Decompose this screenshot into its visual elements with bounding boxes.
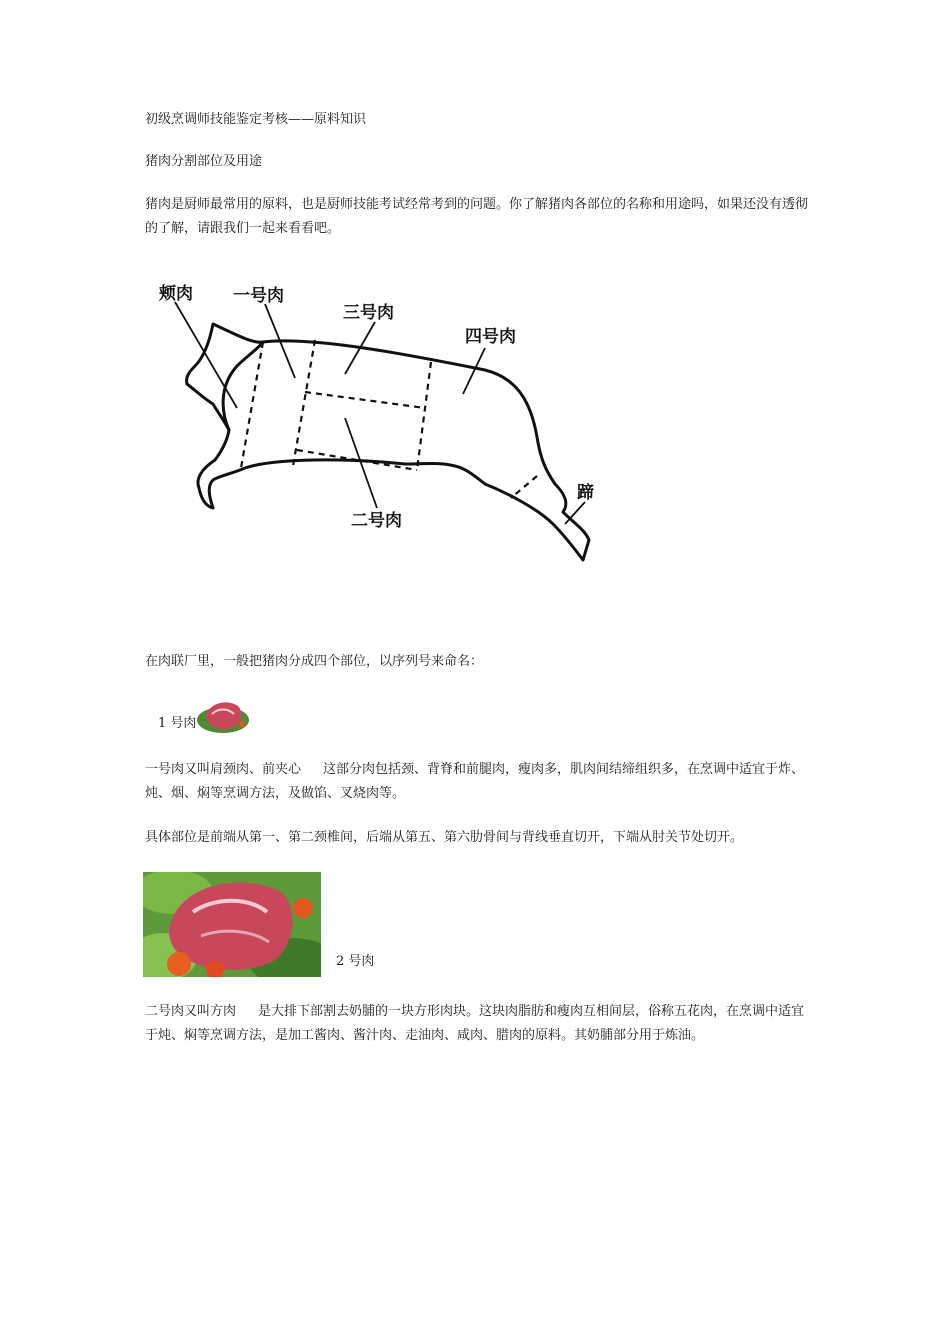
label-sihao: 四号肉 (465, 327, 516, 347)
section1-heading: 1 号肉 (158, 716, 197, 731)
label-erhao: 二号肉 (351, 511, 402, 531)
section2-heading: 2 号肉 (336, 954, 375, 969)
label-jiarou: 颊肉 (159, 284, 193, 304)
naming-intro: 在肉联厂里，一般把猪肉分成四个部位，以序列号来命名： (145, 654, 484, 669)
section1-desc-body: 这部分肉包括颈、背脊和前腿肉，瘦肉多，肌肉间结缔组织多，在烹调中适宜于炸、炖、烟、焖等烹调方法，及做馅、叉烧肉等。 (145, 762, 805, 801)
section1-desc-name: 一号肉又叫肩颈肉、前夹心 (145, 762, 302, 777)
pork-shoulder-photo (143, 872, 321, 977)
page-title: 初级烹调师技能鉴定考核——原料知识 (145, 112, 367, 127)
label-yihao: 一号肉 (233, 286, 284, 306)
section1-description (145, 758, 815, 806)
pork-thumbnail-image (196, 694, 250, 734)
cut-lines (241, 340, 537, 498)
section2-desc-name: 二号肉又叫方肉 (145, 1004, 237, 1019)
pig-outline-figure (145, 262, 615, 592)
pork-cuts-diagram (145, 262, 615, 592)
label-ti: 蹄 (577, 483, 594, 503)
intro-paragraph: 猪肉是厨师最常用的原料，也是厨师技能考试经常考到的问题。你了解猪肉各部位的名称和用途吗，如果还没有透彻的了解，请跟我们一起来看看吧。 (145, 197, 809, 236)
label-sanhao: 三号肉 (343, 303, 394, 323)
section2-description (145, 1000, 815, 1048)
section2-desc-body: 是大排下部割去奶脯的一块方形肉块。这块肉脂肪和瘦肉互相间层，俗称五花肉，在烹调中适宜于炖、焖等烹调方法，是加工酱肉、酱汁肉、走油肉、咸肉、腊肉的原料。其奶脯部分用于炼油。 (145, 1004, 805, 1043)
section1-location: 具体部位是前端从第一、第二颈椎间，后端从第五、第六肋骨间与背线垂直切开，下端从肘关节处切开。 (145, 830, 744, 845)
subtitle: 猪肉分割部位及用途 (145, 154, 263, 169)
